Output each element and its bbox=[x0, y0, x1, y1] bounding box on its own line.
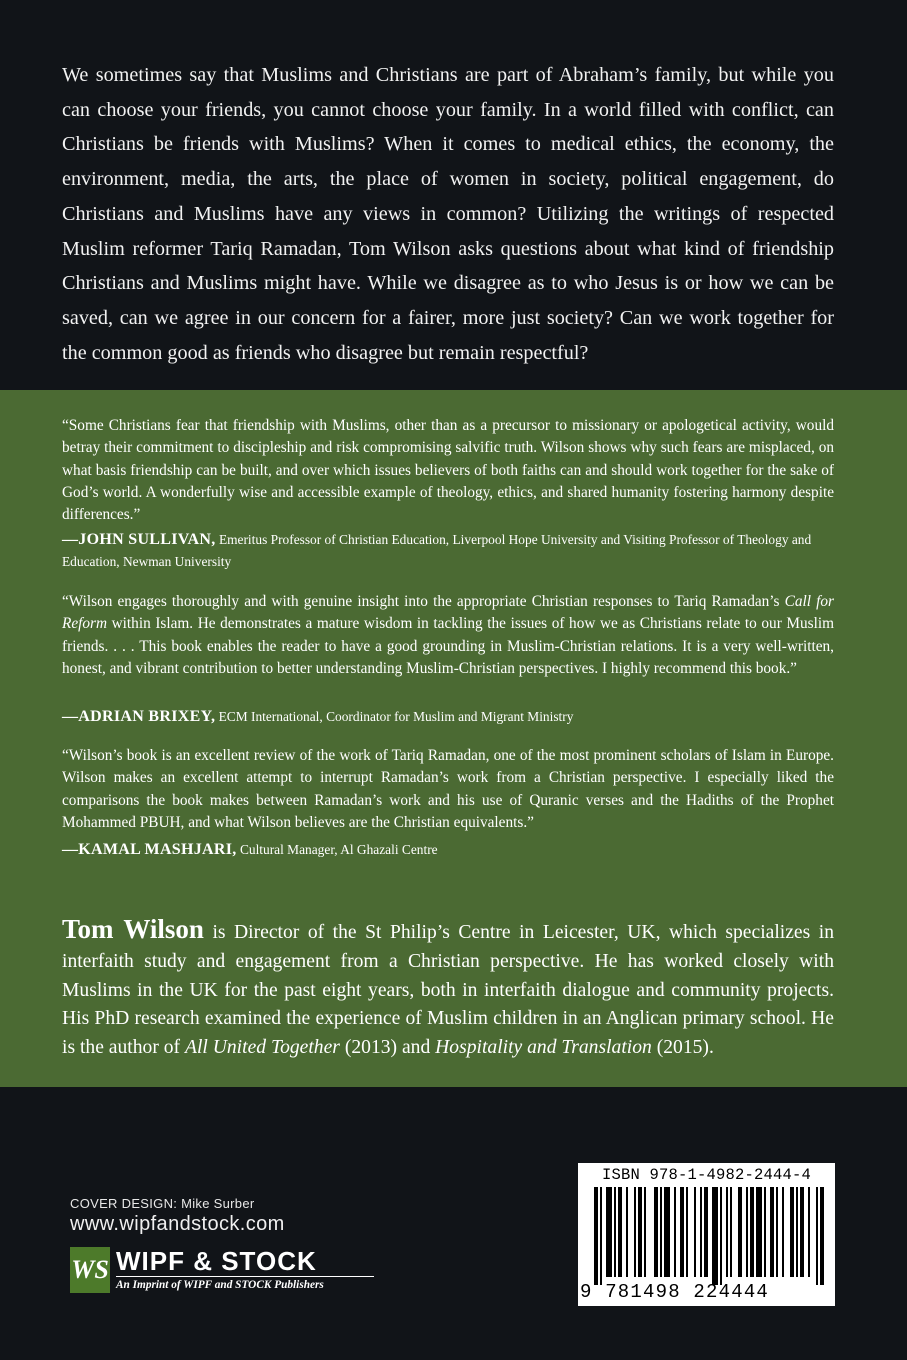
book-title-hospitality-and-translation: Hospitality and Translation bbox=[435, 1037, 652, 1059]
barcode-bar bbox=[750, 1187, 754, 1277]
description-panel bbox=[0, 0, 907, 390]
barcode-bar bbox=[782, 1187, 784, 1277]
barcode-bar bbox=[638, 1187, 642, 1277]
barcode-bar bbox=[820, 1187, 824, 1285]
endorser-affiliation-2: ECM International, Coordinator for Muslim and Migrant Ministry bbox=[218, 709, 574, 724]
barcode-bar bbox=[606, 1187, 612, 1277]
endorsement-attribution-3 bbox=[62, 839, 842, 861]
author-name: Tom Wilson bbox=[62, 914, 204, 944]
endorsement-attribution-2 bbox=[62, 706, 842, 728]
book-title-all-united-together: All United Together bbox=[184, 1037, 340, 1059]
endorser-affiliation-3: Cultural Manager, Al Ghazali Centre bbox=[239, 842, 438, 857]
publisher-website: www.wipfandstock.com bbox=[70, 1213, 285, 1235]
barcode-bar bbox=[756, 1187, 762, 1277]
barcode-bar bbox=[800, 1187, 804, 1277]
author-bio: Tom Wilson is Director of the St Philip’s Centre in Leicester, UK, which specializes in interfaith study and engagement from a Christian perspective. He has worked closely with Muslims in the UK for the past eight years, both in interfaith dialogue and community projects. His PhD research examined the experience of Muslim children in an Anglican primary school. He is the author of All United Together (2013) and Hospitality and Translation (2015). bbox=[62, 914, 834, 1059]
barcode-bar bbox=[680, 1187, 684, 1277]
barcode-bar bbox=[816, 1187, 818, 1285]
logo-divider bbox=[116, 1276, 374, 1277]
barcode-bar bbox=[746, 1187, 748, 1277]
publisher-logo bbox=[70, 1247, 390, 1293]
endorser-name-2: —ADRIAN BRIXEY, bbox=[62, 708, 216, 725]
barcode-bar bbox=[796, 1187, 798, 1277]
barcode-bar bbox=[776, 1187, 778, 1277]
barcode-bar bbox=[626, 1187, 628, 1277]
isbn-label: ISBN 978-1-4982-2444-4 bbox=[601, 1166, 812, 1184]
barcode-bar bbox=[694, 1187, 696, 1277]
book-title-call-for-reform: Call for Reform bbox=[62, 593, 835, 633]
endorsement-quote-2: “Wilson engages thoroughly and with genuine insight into the appropriate Christian responses to Tariq Ramadan’s Call for Reform within Islam. He demonstrates a mature wisdom in tackling the issues of how we as Christians relate to our Muslim friends. . . . This book enables the reader to have a good grounding in Muslim-Christian relations. It is a very well-written, honest, and vibrant contribution to better understanding Muslim-Christian perspectives. I highly recommend this book.” bbox=[62, 593, 835, 677]
barcode-bar bbox=[654, 1187, 658, 1277]
barcode-bar bbox=[664, 1187, 670, 1277]
barcode-bar bbox=[686, 1187, 688, 1277]
barcode-bar bbox=[764, 1187, 766, 1277]
isbn-barcode bbox=[578, 1163, 835, 1306]
barcode-bar bbox=[614, 1187, 616, 1277]
barcode-digits: 9 781498 224444 bbox=[580, 1281, 770, 1303]
endorsement-attribution-1 bbox=[62, 529, 842, 572]
barcode-bar bbox=[660, 1187, 662, 1277]
endorsements-panel bbox=[0, 390, 907, 1087]
endorser-name-1: —JOHN SULLIVAN, bbox=[62, 531, 216, 548]
barcode-bar bbox=[720, 1187, 722, 1285]
publisher-name: WIPF & STOCK bbox=[116, 1246, 317, 1276]
barcode-bar bbox=[790, 1187, 794, 1277]
barcode-bar bbox=[730, 1187, 732, 1277]
book-description: We sometimes say that Muslims and Christians are part of Abraham’s family, but while you can choose your friends, you cannot choose your family. In a world filled with conflict, can Christians be friends with Muslims? When it comes to medical ethics, the economy, the environment, media, the arts, the place of women in society, political engagement, do Christians and Muslims have any views in common? Utilizing the writings of respected Muslim reformer Tariq Ramadan, Tom Wilson asks questions about what kind of friendship Christians and Muslims might have. While we disagree as to who Jesus is or how we can be saved, can we agree in our concern for a fairer, more just society? Can we work together for the common good as friends who disagree but remain respectful? bbox=[62, 64, 834, 364]
endorser-affiliation-1: Emeritus Professor of Christian Education, Liverpool Hope University and Visiting Professor of Theology and Education, Newman University bbox=[62, 532, 812, 569]
barcode-bar bbox=[770, 1187, 774, 1277]
barcode-bar bbox=[594, 1187, 598, 1285]
endorsement-quote-3: “Wilson’s book is an excellent review of the work of Tariq Ramadan, one of the most prominent scholars of Islam in Europe. Wilson makes an excellent attempt to interrupt Ramadan’s work from a Christian perspective. I especially liked the comparisons the book makes between Ramadan’s work and his use of Quranic verses and the Hadiths of the Prophet Mohammed PBUH, and what Wilson believes are the Christian equivalents.” bbox=[62, 747, 834, 831]
cover-design-credit: COVER DESIGN: Mike Surber bbox=[70, 1196, 255, 1211]
endorsement-quote-1: “Some Christians fear that friendship with Muslims, other than as a precursor to missionary or apologetical activity, would betray their commitment to discipleship and risk compromising salvific truth. Wilson shows why such fears are misplaced, on what basis friendship can be built, and over which issues believers of both faiths can and should work together for the sake of God’s world. A wonderfully wise and accessible example of theology, ethics, and shared humanity fostering harmony despite differences.” bbox=[62, 417, 834, 524]
barcode-bar bbox=[700, 1187, 702, 1277]
barcode-bar bbox=[600, 1187, 602, 1285]
barcode-bar bbox=[634, 1187, 636, 1277]
publisher-tagline: An Imprint of WIPF and STOCK Publishers bbox=[116, 1279, 324, 1291]
ws-logo-icon: WS bbox=[70, 1247, 110, 1293]
endorser-name-3: —KAMAL MASHJARI, bbox=[62, 841, 237, 858]
barcode-bar bbox=[674, 1187, 676, 1277]
barcode-icon bbox=[594, 1187, 826, 1285]
barcode-bar bbox=[726, 1187, 728, 1277]
barcode-bar bbox=[738, 1187, 742, 1277]
barcode-bar bbox=[808, 1187, 810, 1277]
barcode-bar bbox=[644, 1187, 646, 1277]
barcode-bar bbox=[712, 1187, 718, 1285]
publisher-panel bbox=[0, 1087, 907, 1360]
barcode-bar bbox=[618, 1187, 622, 1277]
barcode-bar bbox=[704, 1187, 708, 1277]
